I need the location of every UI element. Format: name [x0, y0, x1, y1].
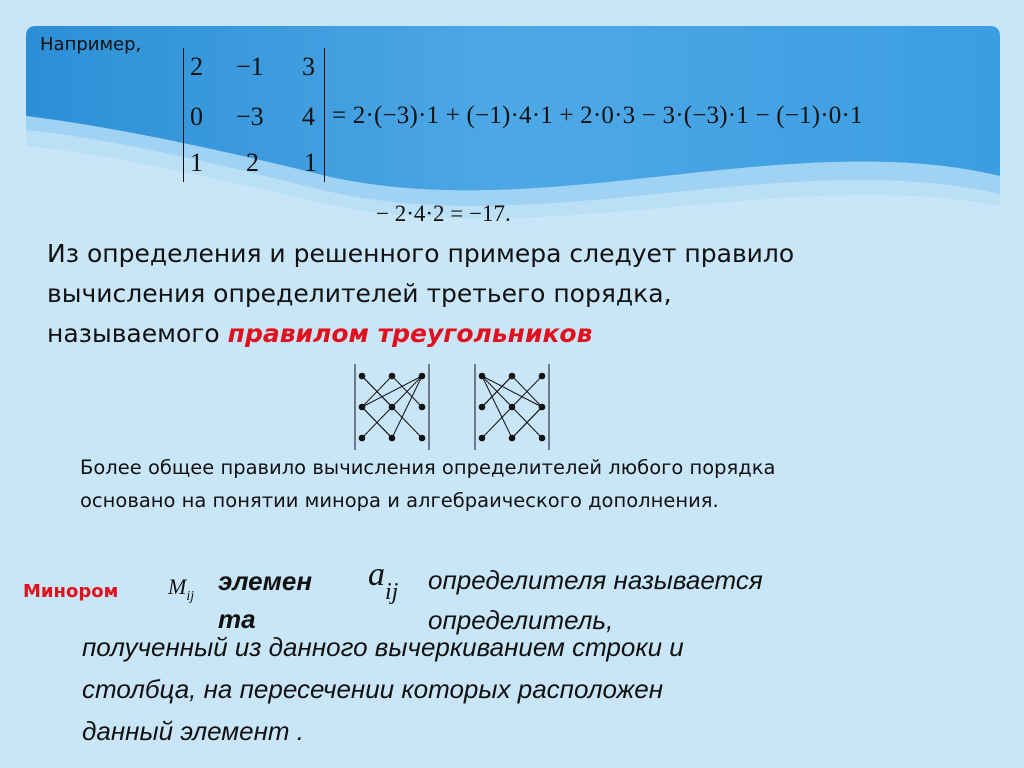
- paragraph-rule: [47, 234, 794, 354]
- paragraph-line: основано на понятии минора и алгебраического дополнения.: [80, 489, 719, 512]
- element-symbol-base: a: [368, 556, 385, 593]
- determinant-left-bar: [183, 48, 184, 182]
- matrix-cell: 2: [246, 148, 259, 177]
- paragraph-text: называемого: [47, 319, 228, 348]
- matrix-cell: −1: [236, 52, 264, 81]
- minor-term: Минором: [23, 581, 119, 602]
- triangle-rule-diagram-negative: [470, 364, 554, 450]
- equation-line-1: = 2·(−3)·1 + (−1)·4·1 + 2·0·3 − 3·(−3)·1 − (−1)·0·1: [332, 102, 863, 129]
- matrix-cell: 3: [302, 52, 315, 81]
- matrix-cell: 0: [190, 102, 203, 131]
- paragraph-line: Из определения и решенного примера следует правило: [47, 239, 795, 268]
- paragraph-line: [47, 314, 794, 354]
- element-word-part-1: элемен: [218, 566, 313, 596]
- paragraph-line: вычисления определителей третьего порядка,: [47, 279, 672, 308]
- definition-line: данный элемент .: [82, 716, 305, 746]
- element-symbol-subscript: ij: [385, 579, 399, 605]
- matrix-cell: −3: [236, 102, 264, 131]
- matrix-cell: 1: [190, 148, 203, 177]
- minor-symbol: [168, 574, 195, 604]
- definition-line: определитель,: [428, 605, 614, 635]
- triangle-rule-diagram-positive: [350, 364, 434, 450]
- example-label: Например,: [40, 34, 142, 55]
- triangle-rule-term: правилом треугольников: [227, 319, 593, 348]
- minor-symbol-subscript: ij: [186, 589, 195, 604]
- matrix-cell: 2: [190, 52, 203, 81]
- definition-line: определителя называется: [428, 565, 763, 595]
- paragraph-line: Более общее правило вычисления определителей любого порядка: [80, 456, 776, 479]
- equation-line-2: − 2·4·2 = −17.: [376, 201, 511, 226]
- definition-line: столбца, на пересечении которых расположен: [82, 674, 664, 704]
- matrix-cell: 4: [302, 102, 315, 131]
- element-word-part-2: та: [218, 604, 256, 634]
- minor-symbol-base: M: [168, 574, 187, 599]
- determinant-right-bar: [324, 48, 325, 182]
- element-symbol: [368, 556, 399, 605]
- paragraph-general-rule: [80, 451, 776, 517]
- definition-line: полученный из данного вычеркиванием строки и: [82, 632, 684, 662]
- matrix-cell: 1: [304, 148, 317, 177]
